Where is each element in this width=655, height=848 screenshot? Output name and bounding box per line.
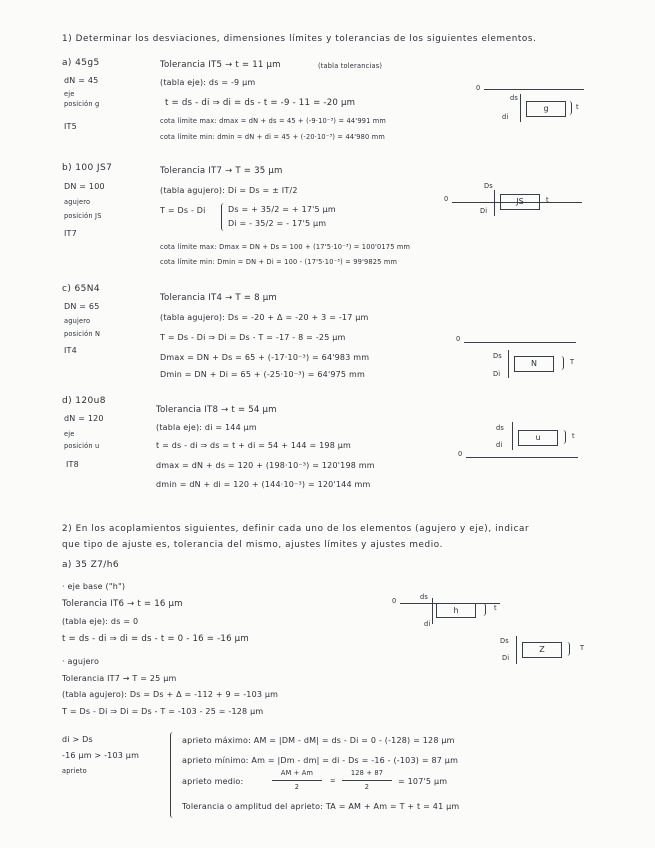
q1c-given-1: agujero	[64, 317, 91, 325]
q2a-agujero-line-2: T = Ds - Di ⇒ Di = Ds - T = -103 - 25 = -128 μm	[62, 707, 264, 716]
q1a-id: a) 45g5	[62, 58, 100, 68]
q1d-line-3: dmax = dN + ds = 120 + (198·10⁻³) = 120'198 mm	[156, 461, 375, 470]
zero-line	[464, 342, 576, 343]
di-label: di	[424, 620, 431, 628]
q1d-given-2: posición u	[64, 442, 100, 450]
q1b-given-2: posición JS	[64, 212, 102, 220]
q1d-line-0: Tolerancia IT8 → t = 54 μm	[156, 405, 277, 415]
tolerance-zone-box: h	[436, 603, 476, 618]
t-label: t	[572, 432, 575, 440]
zero-line	[484, 89, 584, 90]
t-label: t	[576, 103, 579, 111]
frac1-num: AM + Am	[280, 769, 314, 777]
q2a-result-2: aprieto medio:	[182, 777, 244, 786]
q1b-given-3: IT7	[64, 229, 77, 238]
q1b-given-1: agujero	[64, 198, 91, 206]
q1d-id: d) 120u8	[62, 396, 106, 406]
q1d-line-4: dmin = dN + di = 120 + (144·10⁻³) = 120'144 mm	[156, 480, 371, 489]
q2-title-line-1: 2) En los acoplamientos siguientes, definir cada uno de los elementos (agujero y eje), indicar	[62, 524, 530, 534]
t-brace	[562, 430, 566, 444]
ds-label: Ds	[484, 182, 493, 190]
q1b-brace	[221, 203, 225, 231]
frac2-num: 128 + 87	[350, 769, 384, 777]
q1c-id: c) 65N4	[62, 284, 101, 294]
ds-label: ds	[496, 424, 505, 432]
frac1-den: 2	[294, 783, 300, 791]
dim-line	[520, 94, 521, 122]
q1d-given-3: IT8	[66, 460, 79, 469]
ds-label: ds	[420, 593, 429, 601]
q2a-agujero-line-1: (tabla agujero): Ds = Ds + Δ = -112 + 9 = -103 μm	[62, 690, 279, 699]
dim-line	[432, 598, 433, 624]
q1b-line-5: cota límite max: Dmax = DN + Ds = 100 + (17'5·10⁻³) = 100'0175 mm	[160, 243, 411, 251]
q1a-line-1: (tabla eje): ds = -9 μm	[160, 78, 256, 87]
tolerance-zone-box: u	[518, 430, 558, 446]
tolerance-zone-box: N	[514, 356, 554, 372]
q2a-cond-2: aprieto	[62, 767, 87, 775]
q1c-given-0: DN = 65	[64, 302, 100, 311]
q1c-given-2: posición N	[64, 330, 101, 338]
ds-label: Ds	[493, 352, 502, 360]
q1c-line-2: T = Ds - Di ⇒ Di = Ds - T = -17 - 8 = -25 μm	[160, 333, 346, 342]
t-label: t	[494, 604, 497, 612]
q1a-given-3: IT5	[64, 122, 77, 131]
q1b-line-2: T = Ds - Di	[160, 206, 206, 215]
ds-label: Ds	[500, 637, 509, 645]
di-label: Di	[480, 207, 488, 215]
q1b-line-6: cota límite min: Dmin = DN + Di = 100 - (17'5·10⁻³) = 99'9825 mm	[160, 258, 398, 266]
dim-line	[508, 350, 509, 378]
q1a-table-note: (tabla tolerancias)	[318, 62, 383, 70]
q1a-given-0: dN = 45	[64, 76, 99, 85]
di-label: Di	[493, 370, 501, 378]
t-brace	[568, 101, 572, 115]
t-brace	[560, 356, 564, 370]
di-label: Di	[502, 654, 510, 662]
q1c-line-0: Tolerancia IT4 → T = 8 μm	[160, 293, 277, 303]
q1d-given-1: eje	[64, 430, 75, 438]
dim-line	[494, 190, 495, 216]
zero-line-label: 0	[458, 450, 463, 458]
q1d-line-1: (tabla eje): di = 144 μm	[156, 423, 257, 432]
t-label: t	[546, 196, 549, 204]
q1c-given-3: IT4	[64, 346, 77, 355]
zero-line-label: 0	[476, 84, 481, 92]
q1d-given-0: dN = 120	[64, 414, 104, 423]
dim-line	[512, 422, 513, 450]
t-brace	[482, 603, 486, 616]
zero-line-label: 0	[392, 597, 397, 605]
t-label: T	[580, 644, 585, 652]
q1b-line-1: (tabla agujero): Di = Ds = ± IT/2	[160, 186, 298, 195]
tolerance-zone-box: g	[526, 101, 566, 117]
q1a-line-0: Tolerancia IT5 → t = 11 μm	[160, 60, 281, 70]
q2a-agujero-line-0: Tolerancia IT7 → T = 25 μm	[62, 674, 177, 683]
q2a-eje-line-2: t = ds - di ⇒ di = ds - t = 0 - 16 = -16 μm	[62, 634, 249, 644]
q2a-cond-0: di > Ds	[62, 735, 93, 744]
q2a-result-0: aprieto máximo: AM = |DM - dM| = ds - Di = 0 - (-128) = 128 μm	[182, 736, 455, 745]
di-label: di	[496, 441, 503, 449]
zero-line-label: 0	[456, 335, 461, 343]
q1c-line-1: (tabla agujero): Ds = -20 + Δ = -20 + 3 = -17 μm	[160, 313, 369, 322]
q2a-id: a) 35 Z7/h6	[62, 560, 119, 570]
zero-line	[466, 457, 578, 458]
medio-result: = 107'5 μm	[398, 777, 448, 786]
q1b-given-0: DN = 100	[64, 182, 105, 191]
q1a-line-2: t = ds - di ⇒ di = ds - t = -9 - 11 = -20 μm	[165, 98, 356, 108]
q2a-results-brace	[170, 732, 175, 818]
q1b-id: b) 100 JS7	[62, 163, 113, 173]
q1a-given-2: posición g	[64, 100, 100, 108]
tolerance-zone-box: JS	[500, 194, 540, 210]
q2a-result-3: Tolerancia o amplitud del aprieto: TA = AM + Am = T + t = 41 μm	[182, 802, 460, 811]
di-label: di	[502, 113, 509, 121]
q1a-line-4: cota límite min: dmin = dN + di = 45 + (-20·10⁻³) = 44'980 mm	[160, 133, 385, 141]
q2a-cond-1: -16 μm > -103 μm	[62, 751, 140, 760]
q1b-line-4: Di = - 35/2 = - 17'5 μm	[228, 219, 327, 228]
zero-line-label: 0	[444, 195, 449, 203]
q1a-line-3: cota límite max: dmax = dN + ds = 45 + (-9·10⁻³) = 44'991 mm	[160, 117, 387, 125]
q1b-line-0: Tolerancia IT7 → T = 35 μm	[160, 166, 283, 176]
q1d-line-2: t = ds - di ⇒ ds = t + di = 54 + 144 = 198 μm	[156, 441, 352, 450]
q2a-agujero-head: · agujero	[62, 657, 100, 666]
q2a-eje-head: · eje base ("h")	[62, 582, 126, 591]
frac1-bar	[272, 780, 322, 781]
q1a-given-1: eje	[64, 90, 75, 98]
q1c-line-4: Dmin = DN + Di = 65 + (-25·10⁻³) = 64'975 mm	[160, 370, 365, 379]
q2a-result-1: aprieto mínimo: Am = |Dm - dm| = di - Ds = -16 - (-103) = 87 μm	[182, 756, 459, 765]
dim-line	[516, 636, 517, 664]
ds-label: ds	[510, 94, 519, 102]
q2a-eje-line-1: (tabla eje): ds = 0	[62, 617, 139, 626]
eq-sign: =	[330, 777, 336, 785]
t-label: T	[570, 358, 575, 366]
frac2-den: 2	[364, 783, 370, 791]
frac2-bar	[342, 780, 392, 781]
t-brace	[566, 642, 570, 656]
q2a-eje-line-0: Tolerancia IT6 → t = 16 μm	[62, 599, 183, 609]
q1b-line-3: Ds = + 35/2 = + 17'5 μm	[228, 205, 336, 214]
q1-title: 1) Determinar los desviaciones, dimensiones límites y tolerancias de los siguientes elementos.	[62, 34, 537, 44]
tolerance-zone-box: Z	[522, 642, 562, 658]
q1c-line-3: Dmax = DN + Ds = 65 + (-17·10⁻³) = 64'983 mm	[160, 353, 370, 362]
q2-title-line-2: que tipo de ajuste es, tolerancia del mismo, ajustes límites y ajustes medio.	[62, 540, 444, 550]
